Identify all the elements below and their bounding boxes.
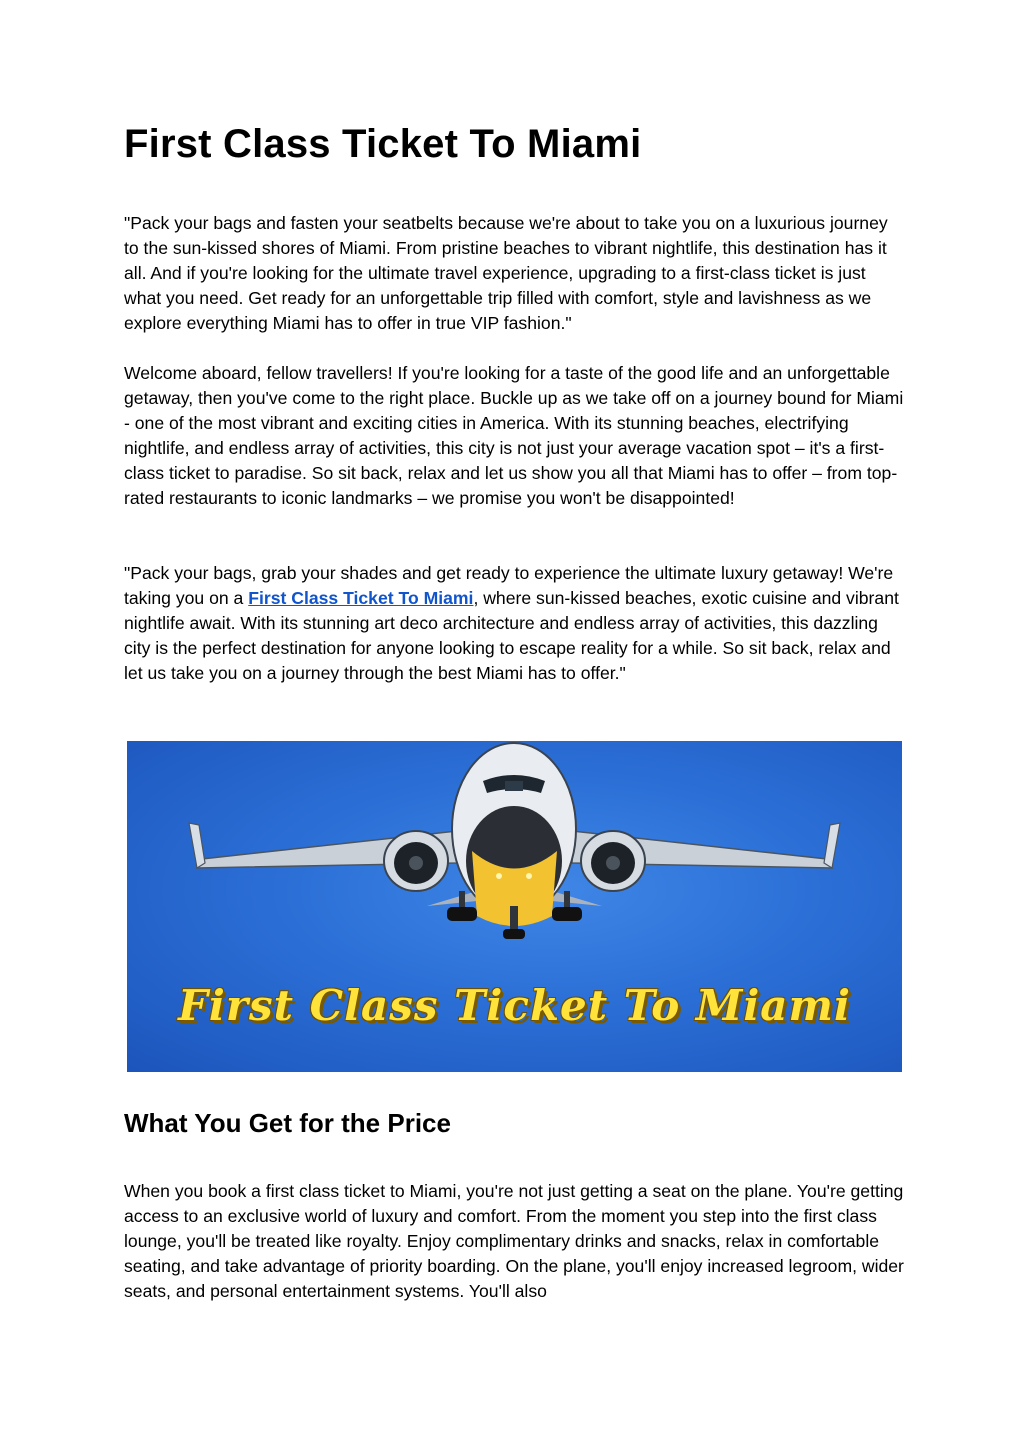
first-class-ticket-link[interactable]: First Class Ticket To Miami (248, 588, 474, 608)
paragraph-text-after-link: , where sun-kissed beaches, exotic cuisine and vibrant nightlife await. With its stunning art deco architecture and endless array of activities, this dazzling city is the perfect destination for anyone looking to escape reality for a while. So sit back, relax and let us take you on a journey through the best Miami has to offer." (124, 588, 899, 683)
page-title: First Class Ticket To Miami (124, 122, 642, 166)
welcome-paragraph: Welcome aboard, fellow travellers! If you're looking for a taste of the good life and an unforgettable getaway, then you've come to the right place. Buckle up as we take off on a journey bound for Miami - one of the most vibrant and exciting cities in America. With its stunning beaches, electrifying nightlife, and endless array of activities, this city is not just your average vacation spot – it's a first-class ticket to paradise. So sit back, relax and let us show you all that Miami has to offer – from top-rated restaurants to iconic landmarks – we promise you won't be disappointed! (124, 363, 904, 508)
hero-caption: First Class Ticket To Miami (178, 981, 851, 1030)
getaway-paragraph (124, 561, 904, 686)
price-paragraph: When you book a first class ticket to Miami, you're not just getting a seat on the plane. You're getting access to an exclusive world of luxury and comfort. From the moment you step into the first class lounge, you'll be treated like royalty. Enjoy complimentary drinks and snacks, relax in comfortable seating, and take advantage of priority boarding. On the plane, you'll enjoy increased legroom, wider seats, and personal entertainment systems. You'll also (124, 1181, 904, 1301)
paragraph-text-before-link: "Pack your bags, grab your shades and get ready to experience the ultimate luxury getaway! We're taking you on a (124, 563, 894, 608)
hero-airplane-image (127, 741, 902, 1072)
section-heading: What You Get for the Price (124, 1108, 451, 1138)
intro-paragraph: "Pack your bags and fasten your seatbelts because we're about to take you on a luxurious journey to the sun-kissed shores of Miami. From pristine beaches to vibrant nightlife, this destination has it all. And if you're looking for the ultimate travel experience, upgrading to a first-class ticket is just what you need. Get ready for an unforgettable trip filled with comfort, style and lavishness as we explore everything Miami has to offer in true VIP fashion." (124, 213, 888, 333)
